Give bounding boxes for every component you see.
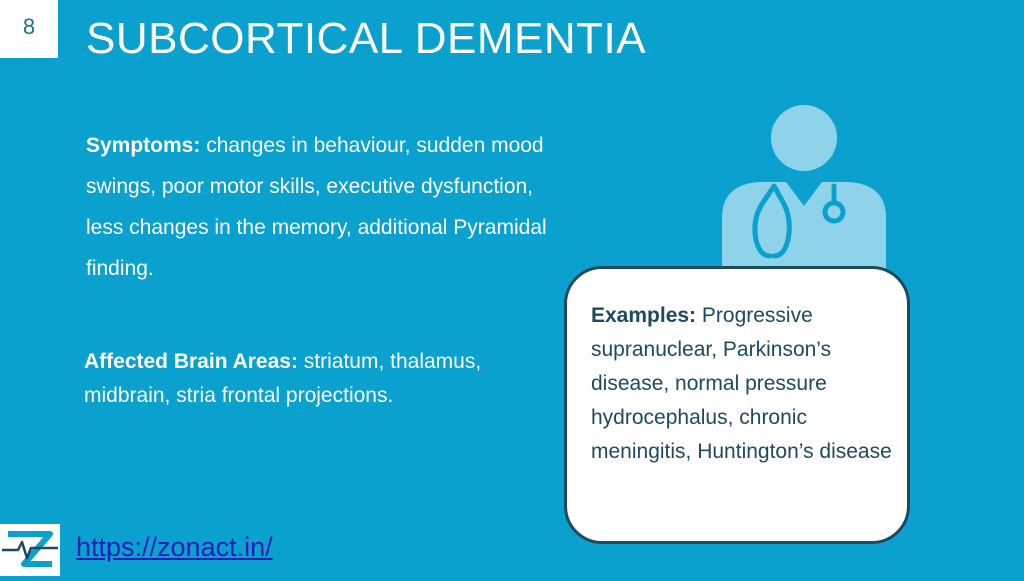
examples-card [564,266,910,544]
examples-label: Examples: [591,304,697,327]
affected-areas-paragraph [84,345,484,413]
symptoms-label: Symptoms: [86,134,201,157]
symptoms-paragraph [86,125,556,289]
affected-areas-label: Affected Brain Areas: [84,350,298,373]
affected-areas-text: striatum, thalamus, midbrain, stria frontal projections. [84,350,482,407]
examples-text: Progressive supranuclear, Parkinson’s disease, normal pressure hydrocephalus, chronic meningitis, Huntington’s disease [591,304,892,463]
slide-title: SUBCORTICAL DEMENTIA [86,14,647,63]
doctor-stethoscope-icon [722,100,886,270]
zonact-logo-icon [0,524,60,576]
slide-number: 8 [0,0,58,58]
website-link[interactable]: https://zonact.in/ [76,532,273,562]
symptoms-text: changes in behaviour, sudden mood swings, poor motor skills, executive dysfunction, less changes in the memory, additional Pyramidal finding. [86,134,547,280]
examples-paragraph [591,299,901,469]
